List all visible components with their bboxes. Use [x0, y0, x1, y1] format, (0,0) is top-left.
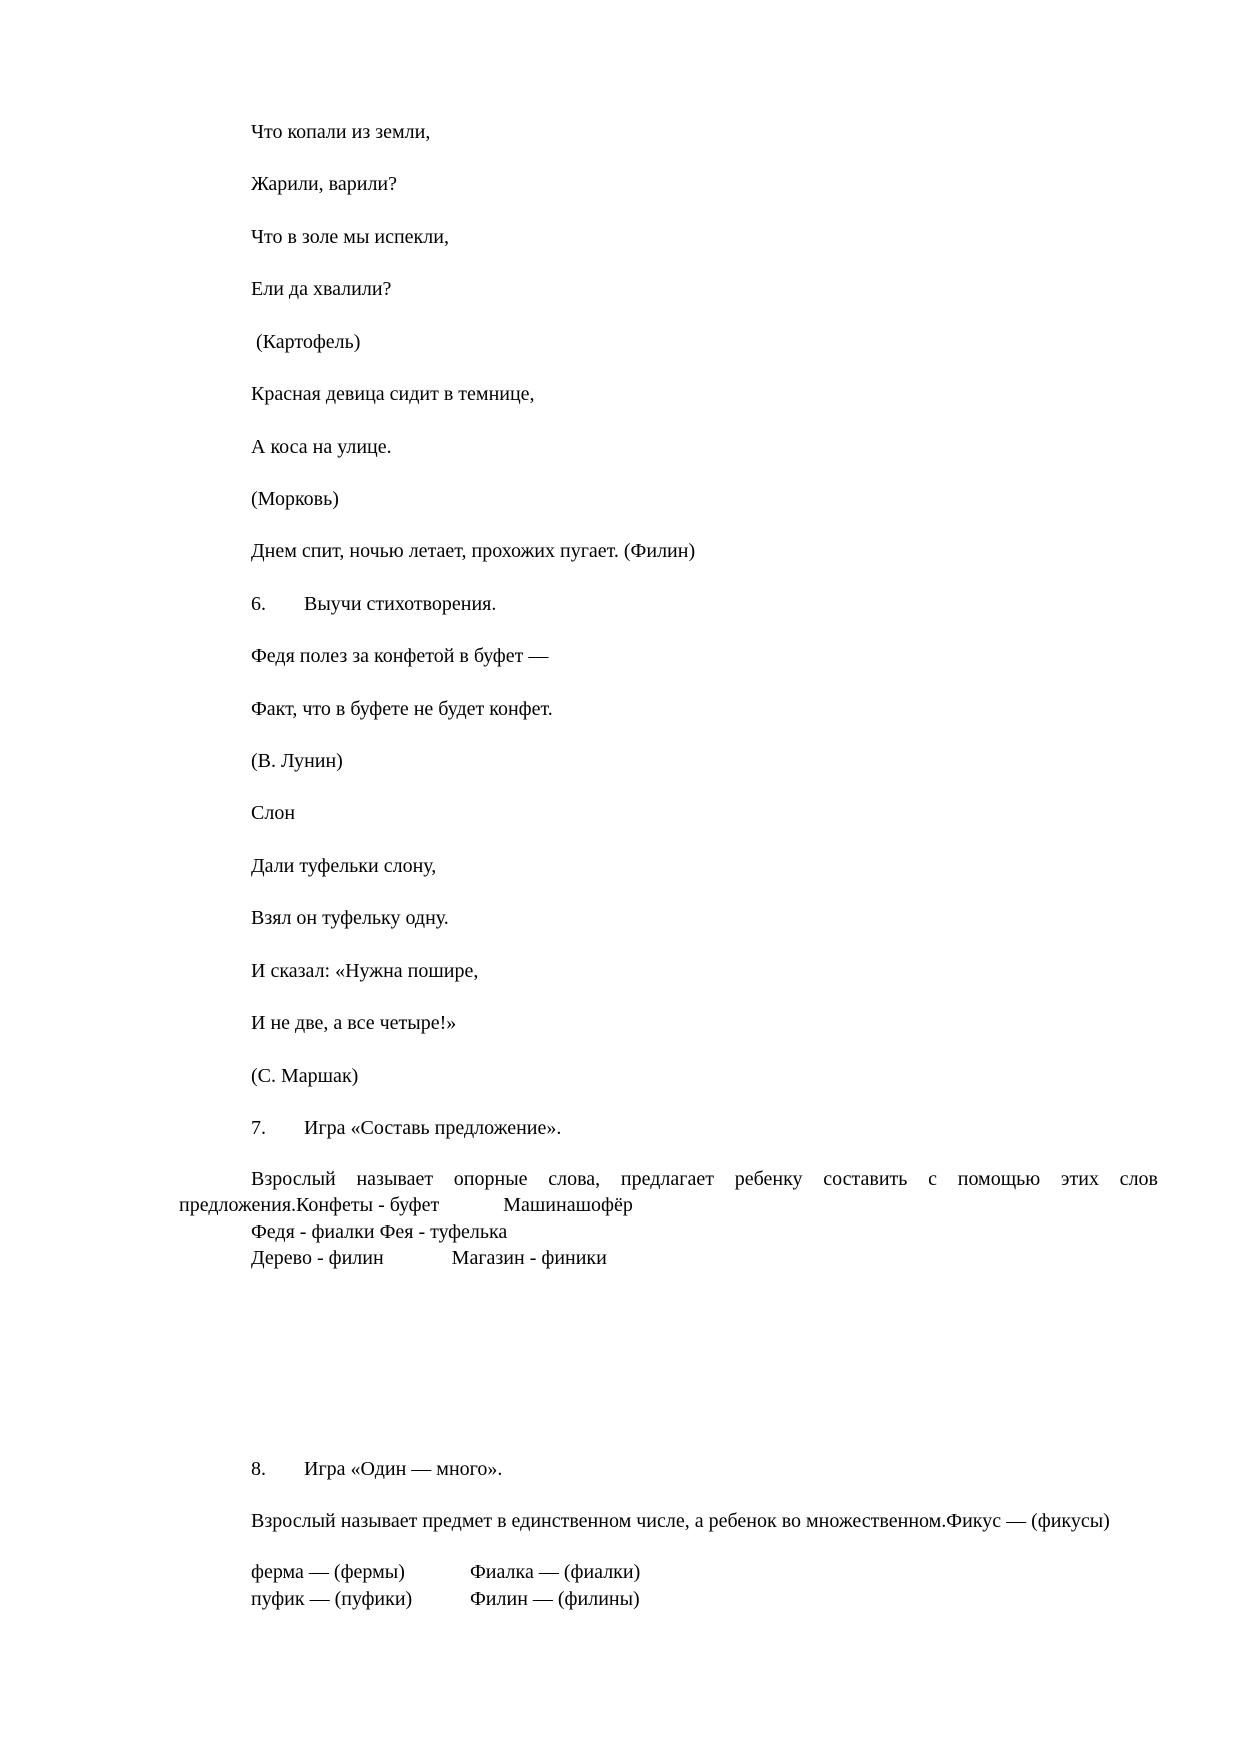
instruction-text: Взрослый называет опорные слова, предлагает ребенку составить с помощью этих слов предложения.Конфеты - буфет: [179, 1168, 1158, 1216]
riddle-line: Жарили, варили?: [251, 173, 398, 195]
poem-line: И не две, а все четыре!»: [251, 1012, 457, 1034]
instruction-text: Взрослый называет предмет в единственном числе, а ребенок во множественном.Фикус — (фикусы): [251, 1510, 1110, 1532]
word-pair: Магазин - финики: [451, 1247, 607, 1269]
poem-author: (В. Лунин): [251, 750, 343, 772]
riddle-line: Что в золе мы испекли,: [251, 226, 449, 248]
word-pairs-row: [251, 1560, 640, 1584]
list-number: 7.: [251, 1117, 266, 1139]
word-pairs-row: Федя - фиалки Фея - туфелька: [251, 1221, 508, 1243]
word-pair: Машинашофёр: [503, 1194, 633, 1216]
list-item-title: Игра «Составь предложение».: [304, 1117, 562, 1139]
poem-line: Взял он туфельку одну.: [251, 907, 449, 929]
list-number: 6.: [251, 593, 266, 615]
poem-line: И сказал: «Нужна пошире,: [251, 960, 479, 982]
poem-line: Дали туфельки слону,: [251, 855, 437, 877]
list-item-title: Игра «Один — много».: [304, 1458, 503, 1480]
riddle-line: Красная девица сидит в темнице,: [251, 383, 535, 405]
riddle-line: Что копали из земли,: [251, 121, 431, 143]
word-pair: Дерево - филин: [251, 1247, 384, 1269]
list-item-title: Выучи стихотворения.: [304, 593, 497, 615]
riddle-line: Ели да хвалили?: [251, 278, 392, 300]
riddle-answer: (Картофель): [251, 331, 361, 353]
poem-line: Федя полез за конфетой в буфет —: [251, 645, 549, 667]
poem-author: (С. Маршак): [251, 1065, 359, 1087]
riddle-line: А коса на улице.: [251, 436, 392, 458]
poem-line: Факт, что в буфете не будет конфет.: [251, 698, 553, 720]
list-item-7: [251, 1116, 561, 1140]
word-pair: Филин — (филины): [470, 1588, 640, 1610]
word-pairs-row: [251, 1587, 640, 1611]
poem-title: Слон: [251, 802, 296, 824]
word-pairs-row: [251, 1246, 607, 1270]
word-pair: Фиалка — (фиалки): [470, 1561, 641, 1583]
list-number: 8.: [251, 1458, 266, 1480]
list-item-8: [251, 1457, 502, 1481]
instruction-paragraph: [179, 1166, 1158, 1218]
list-item-6: [251, 592, 496, 616]
riddle-line: Днем спит, ночью летает, прохожих пугает. (Филин): [251, 540, 696, 562]
word-pair: ферма — (фермы): [251, 1561, 405, 1583]
word-pair: пуфик — (пуфики): [251, 1588, 413, 1610]
instruction-paragraph: [179, 1508, 1158, 1534]
riddle-answer: (Морковь): [251, 488, 339, 510]
